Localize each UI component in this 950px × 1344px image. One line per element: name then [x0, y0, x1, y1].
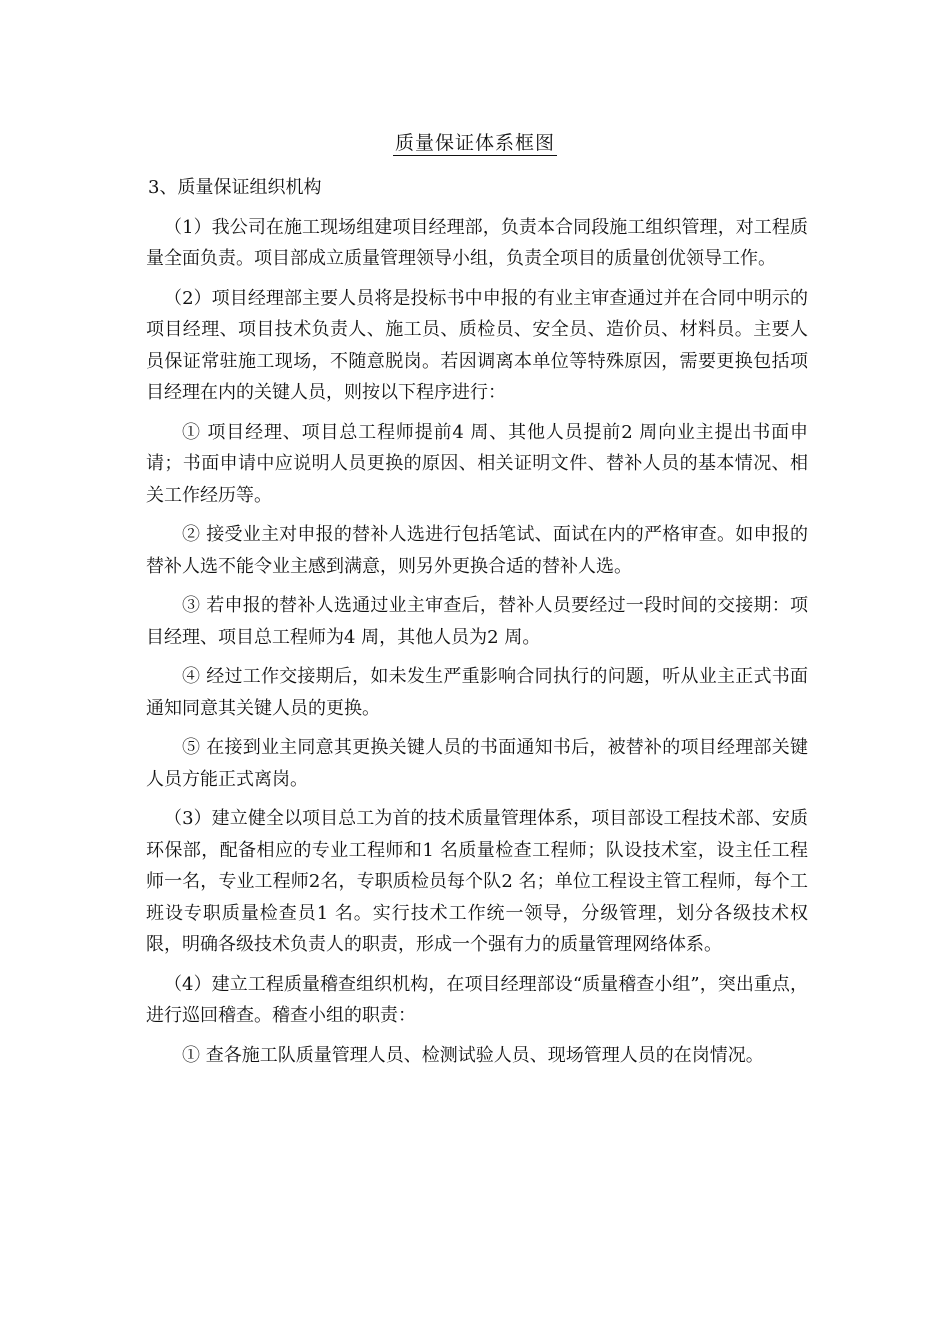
list-item-4: ④ 经过工作交接期后，如未发生严重影响合同执行的问题，听从业主正式书面通知同意其关键人员的更换。 [146, 666, 808, 719]
paragraph-4: （4）建立工程质量稽查组织机构，在项目经理部设“质量稽查小组”，突出重点，进行巡回稽查。稽查小组的职责： [146, 973, 808, 1026]
paragraph-3: （3）建立健全以项目总工为首的技术质量管理体系，项目部设工程技术部、安质环保部，配备相应的专业工程师和1 名质量检查工程师；队设技术室，设主任工程师一名，专业工程师2名，专职质检员每个队2 名；单位工程设主管工程师，每个工班设专职质量检查员1 名。实行技术工作统一领导，分级管理，划分各级技术权限，明确各级技术负责人的职责，形成一个强有力的质量管理网络体系。 [146, 808, 808, 955]
page-title-text: 质量保证体系框图 [394, 132, 555, 154]
list-item-1: ① 项目经理、项目总工程师提前4 周、其他人员提前2 周向业主提出书面申请；书面申请中应说明人员更换的原因、相关证明文件、替补人员的基本情况、相关工作经历等。 [146, 421, 808, 506]
list-item-3: ③ 若申报的替补人选通过业主审查后，替补人员要经过一段时间的交接期：项目经理、项目总工程师为4 周，其他人员为2 周。 [146, 595, 808, 648]
document-body [146, 172, 808, 1079]
paragraph-2: （2）项目经理部主要人员将是投标书中申报的有业主审查通过并在合同中明示的项目经理、项目技术负责人、施工员、质检员、安全员、造价员、材料员。主要人员保证常驻施工现场，不随意脱岗。若因调离本单位等特殊原因，需要更换包括项目经理在内的关键人员，则按以下程序进行： [146, 287, 808, 403]
list-item-5: ⑤ 在接到业主同意其更换关键人员的书面通知书后，被替补的项目经理部关键人员方能正式离岗。 [146, 737, 808, 790]
list-item-6: ① 查各施工队质量管理人员、检测试验人员、现场管理人员的在岗情况。 [182, 1044, 764, 1066]
section-heading: 3、质量保证组织机构 [148, 177, 322, 198]
page-title [0, 128, 950, 158]
list-item-2: ② 接受业主对申报的替补人选进行包括笔试、面试在内的严格审查。如申报的替补人选不能令业主感到满意，则另外更换合适的替补人选。 [146, 524, 808, 577]
paragraph-1: （1）我公司在施工现场组建项目经理部，负责本合同段施工组织管理，对工程质量全面负责。项目部成立质量管理领导小组，负责全项目的质量创优领导工作。 [146, 216, 808, 269]
